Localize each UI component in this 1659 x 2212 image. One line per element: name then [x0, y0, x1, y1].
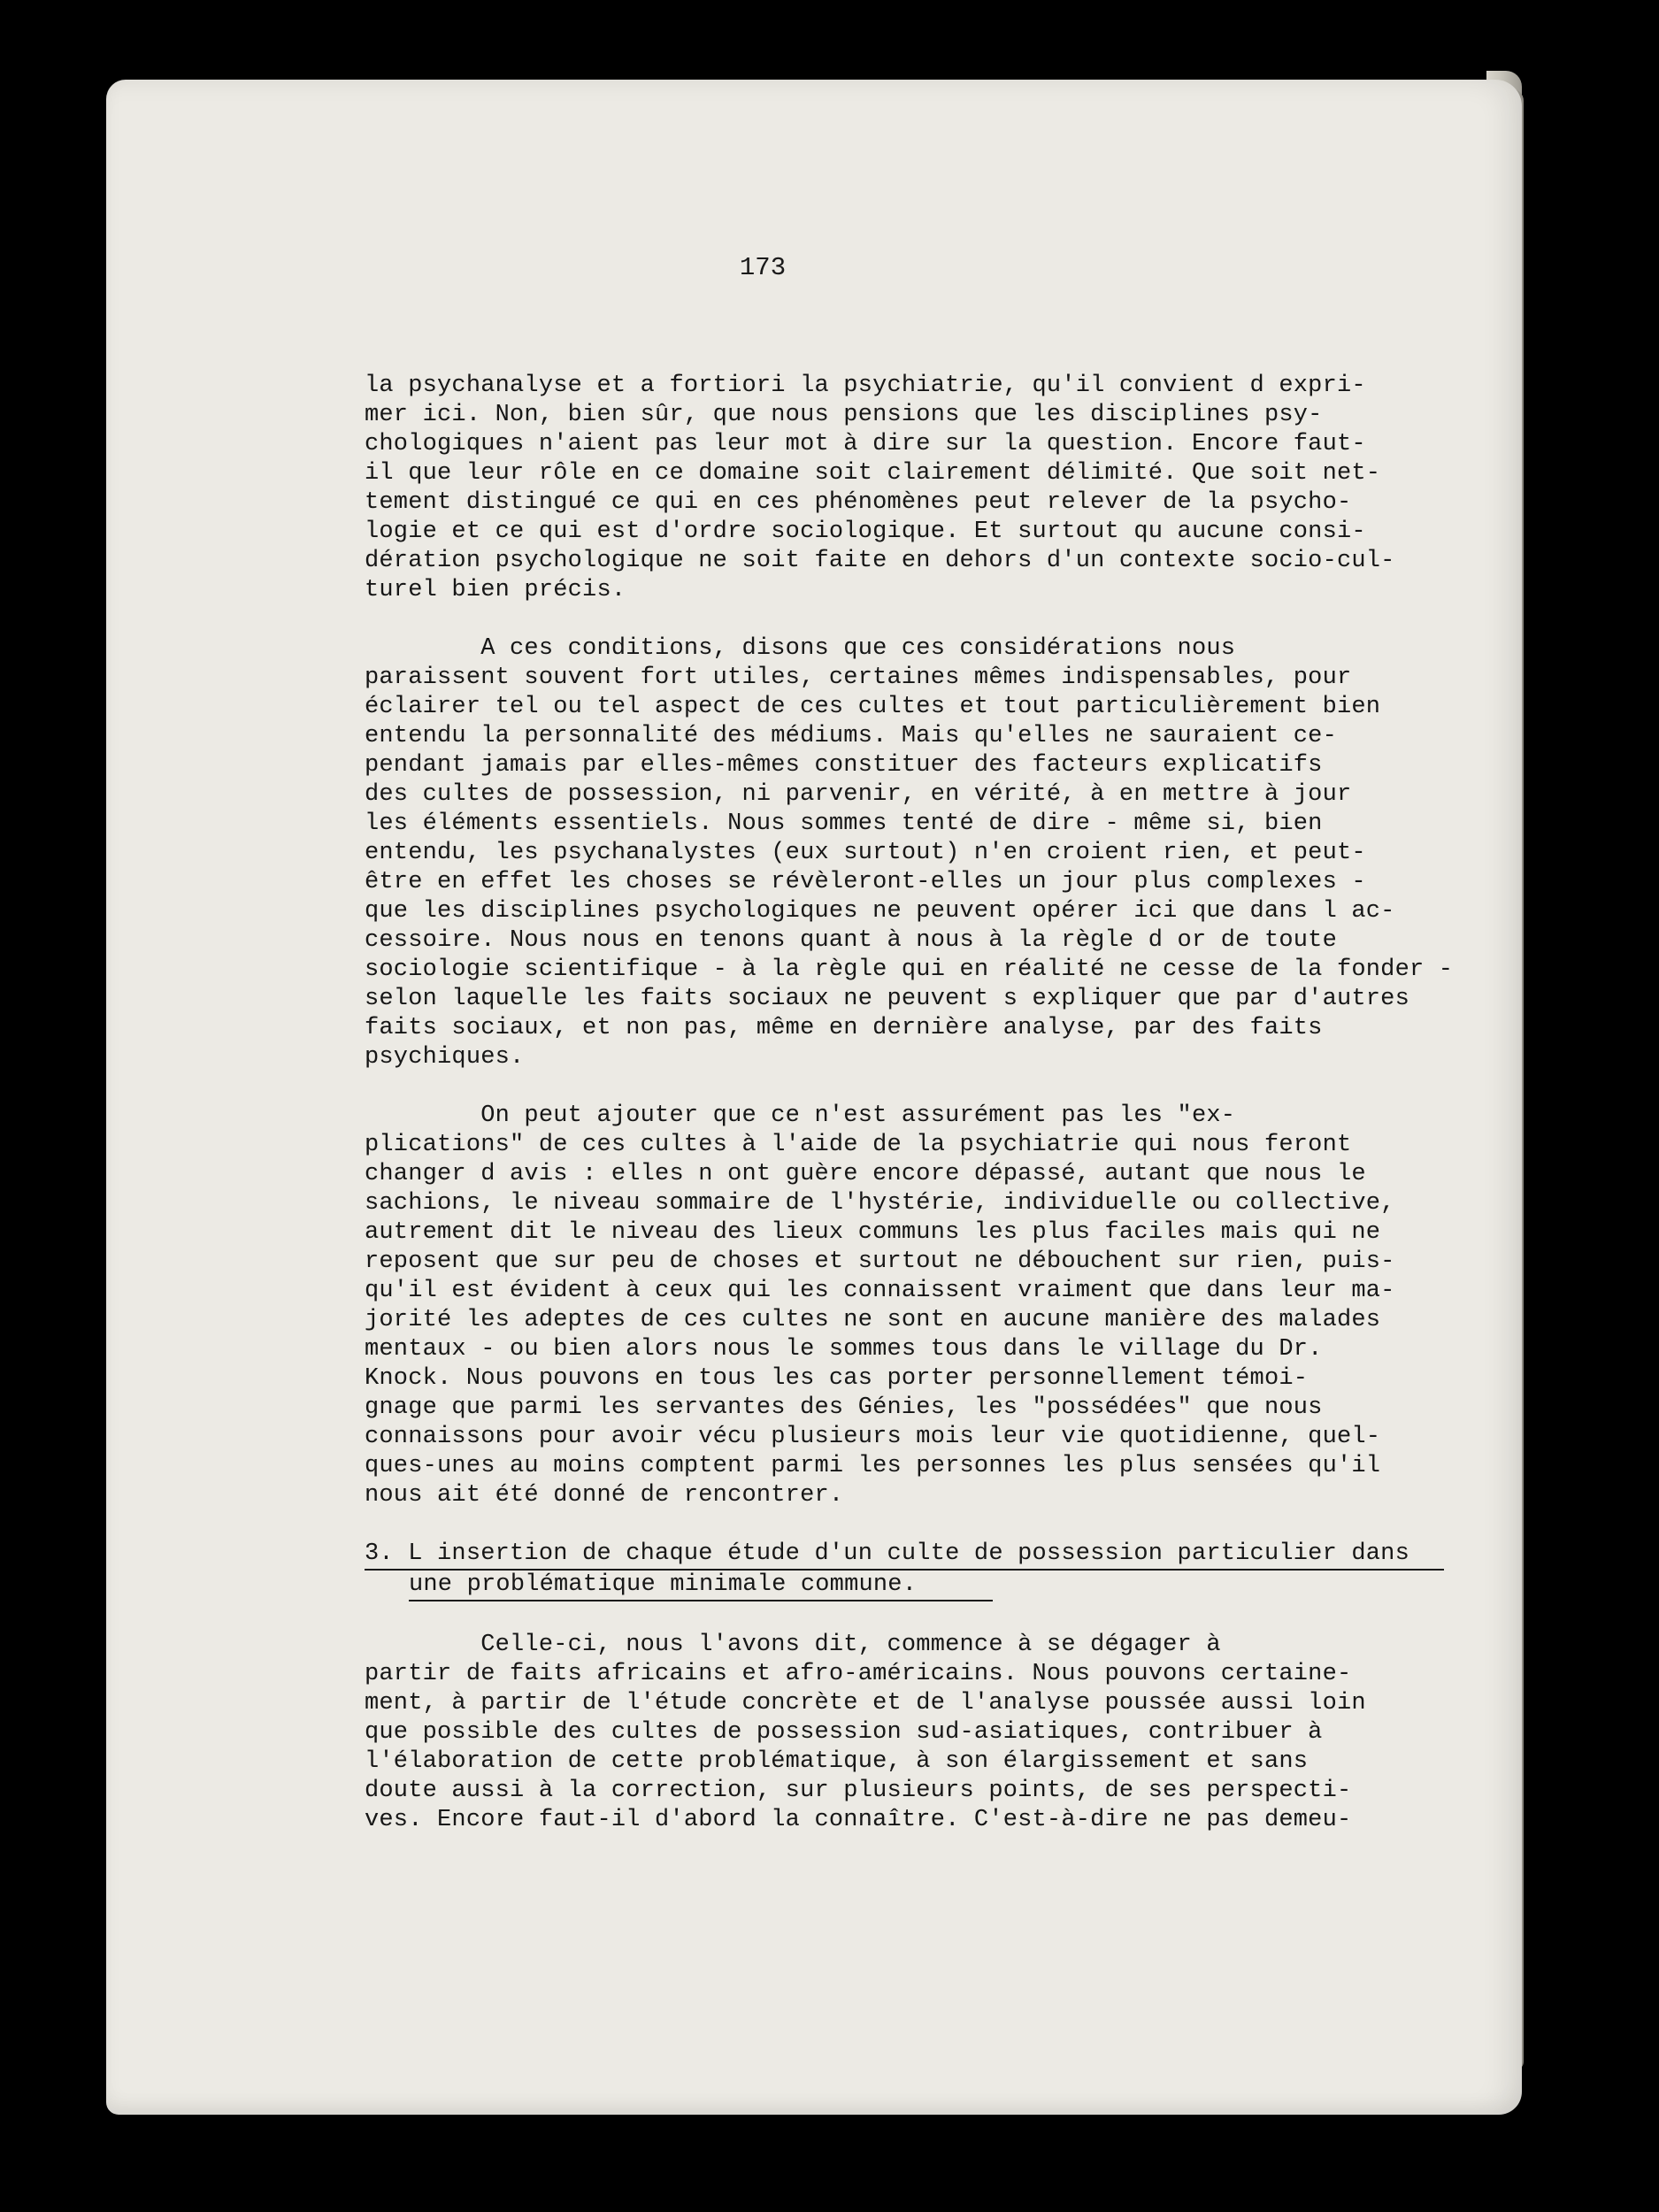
page-number: 173	[739, 253, 787, 282]
paragraph3-line: nous ait été donné de rencontrer.	[365, 1482, 844, 1509]
paragraph3-line: On peut ajouter que ce n'est assurément pas les "ex-	[365, 1102, 1236, 1129]
paragraph-4	[365, 1631, 1462, 1835]
paragraph4-line: ment, à partir de l'étude concrète et de l'analyse poussée aussi loin	[365, 1690, 1366, 1717]
section-heading-line-2: une problématique minimale commune.	[409, 1571, 993, 1601]
paragraph-gap	[365, 605, 1462, 634]
paragraph4-line: l'élaboration de cette problématique, à son élargissement et sans	[365, 1748, 1309, 1775]
paragraph1-line: dération psychologique ne soit faite en dehors d'un contexte socio-cul-	[365, 548, 1395, 574]
paragraph2-line: entendu la personnalité des médiums. Mais qu'elles ne sauraient ce-	[365, 723, 1337, 749]
paragraph2-line: les éléments essentiels. Nous sommes tenté de dire - même si, bien	[365, 810, 1323, 837]
paragraph4-line: doute aussi à la correction, sur plusieurs points, de ses perspecti-	[365, 1778, 1352, 1804]
paragraph3-line: autrement dit le niveau des lieux communs les plus faciles mais qui ne	[365, 1219, 1381, 1246]
paragraph3-line: plications" de ces cultes à l'aide de la psychiatrie qui nous feront	[365, 1132, 1352, 1158]
section-heading-line-1: 3. L insertion de chaque étude d'un culte de possession particulier dans	[365, 1540, 1444, 1571]
paragraph1-line: mer ici. Non, bien sûr, que nous pensions que les disciplines psy-	[365, 402, 1323, 428]
paragraph2-line: faits sociaux, et non pas, même en dernière analyse, par des faits	[365, 1015, 1323, 1041]
paragraph2-line: psychiques.	[365, 1044, 525, 1071]
paragraph-1	[365, 372, 1462, 605]
paragraph-3	[365, 1102, 1462, 1510]
paragraph-gap	[365, 1601, 1462, 1631]
paragraph2-line: cessoire. Nous nous en tenons quant à nous à la règle d or de toute	[365, 927, 1337, 954]
paragraph3-line: sachions, le niveau sommaire de l'hystérie, individuelle ou collective,	[365, 1190, 1395, 1217]
paragraph3-line: gnage que parmi les servantes des Génies, les "possédées" que nous	[365, 1394, 1323, 1421]
paragraph1-line: logie et ce qui est d'ordre sociologique. Et surtout qu aucune consi-	[365, 518, 1366, 545]
paragraph2-line: sociologie scientifique - à la règle qui en réalité ne cesse de la fonder -	[365, 956, 1454, 983]
paragraph3-line: jorité les adeptes de ces cultes ne sont en aucune manière des malades	[365, 1307, 1381, 1333]
paragraph2-line: être en effet les choses se révèleront-elles un jour plus complexes -	[365, 869, 1366, 895]
paragraph4-line: Celle-ci, nous l'avons dit, commence à se dégager à	[365, 1632, 1221, 1658]
paragraph4-line: partir de faits africains et afro-américains. Nous pouvons certaine-	[365, 1661, 1352, 1687]
paragraph2-line: pendant jamais par elles-mêmes constituer des facteurs explicatifs	[365, 752, 1323, 779]
paragraph2-line: des cultes de possession, ni parvenir, en vérité, à en mettre à jour	[365, 781, 1352, 808]
paragraph1-line: tement distingué ce qui en ces phénomènes peut relever de la psycho-	[365, 489, 1352, 516]
paragraph2-line: selon laquelle les faits sociaux ne peuvent s expliquer que par d'autres	[365, 986, 1409, 1012]
paragraph2-line: éclairer tel ou tel aspect de ces cultes et tout particulièrement bien	[365, 694, 1381, 720]
paragraph1-line: chologiques n'aient pas leur mot à dire sur la question. Encore faut-	[365, 431, 1366, 457]
paragraph2-line: que les disciplines psychologiques ne peuvent opérer ici que dans l ac-	[365, 898, 1395, 925]
paragraph1-line: la psychanalyse et a fortiori la psychiatrie, qu'il convient d expri-	[365, 373, 1366, 399]
paragraph2-line: entendu, les psychanalystes (eux surtout) n'en croient rien, et peut-	[365, 840, 1366, 866]
paragraph3-line: changer d avis : elles n ont guère encore dépassé, autant que nous le	[365, 1161, 1366, 1187]
paragraph2-line: A ces conditions, disons que ces considérations nous	[365, 635, 1236, 662]
paragraph1-line: turel bien précis.	[365, 577, 626, 603]
paragraph1-line: il que leur rôle en ce domaine soit clairement délimité. Que soit net-	[365, 460, 1381, 487]
paragraph4-line: que possible des cultes de possession sud-asiatiques, contribuer à	[365, 1719, 1323, 1746]
paragraph-gap	[365, 1072, 1462, 1102]
paragraph3-line: Knock. Nous pouvons en tous les cas porter personnellement témoi-	[365, 1365, 1309, 1392]
paragraph3-line: mentaux - ou bien alors nous le sommes tous dans le village du Dr.	[365, 1336, 1323, 1363]
paragraph-2	[365, 634, 1462, 1072]
section-heading	[365, 1540, 1462, 1601]
paragraph4-line: ves. Encore faut-il d'abord la connaître. C'est-à-dire ne pas demeu-	[365, 1807, 1352, 1833]
paragraph3-line: ques-unes au moins comptent parmi les personnes les plus sensées qu'il	[365, 1453, 1381, 1479]
paragraph3-line: reposent que sur peu de choses et surtout ne débouchent sur rien, puis-	[365, 1248, 1395, 1275]
paragraph3-line: connaissons pour avoir vécu plusieurs mois leur vie quotidienne, quel-	[365, 1424, 1381, 1450]
paragraph2-line: paraissent souvent fort utiles, certaines mêmes indispensables, pour	[365, 664, 1352, 691]
paragraph3-line: qu'il est évident à ceux qui les connaissent vraiment que dans leur ma-	[365, 1278, 1395, 1304]
paragraph-gap	[365, 1510, 1462, 1540]
body-text	[365, 372, 1462, 1835]
